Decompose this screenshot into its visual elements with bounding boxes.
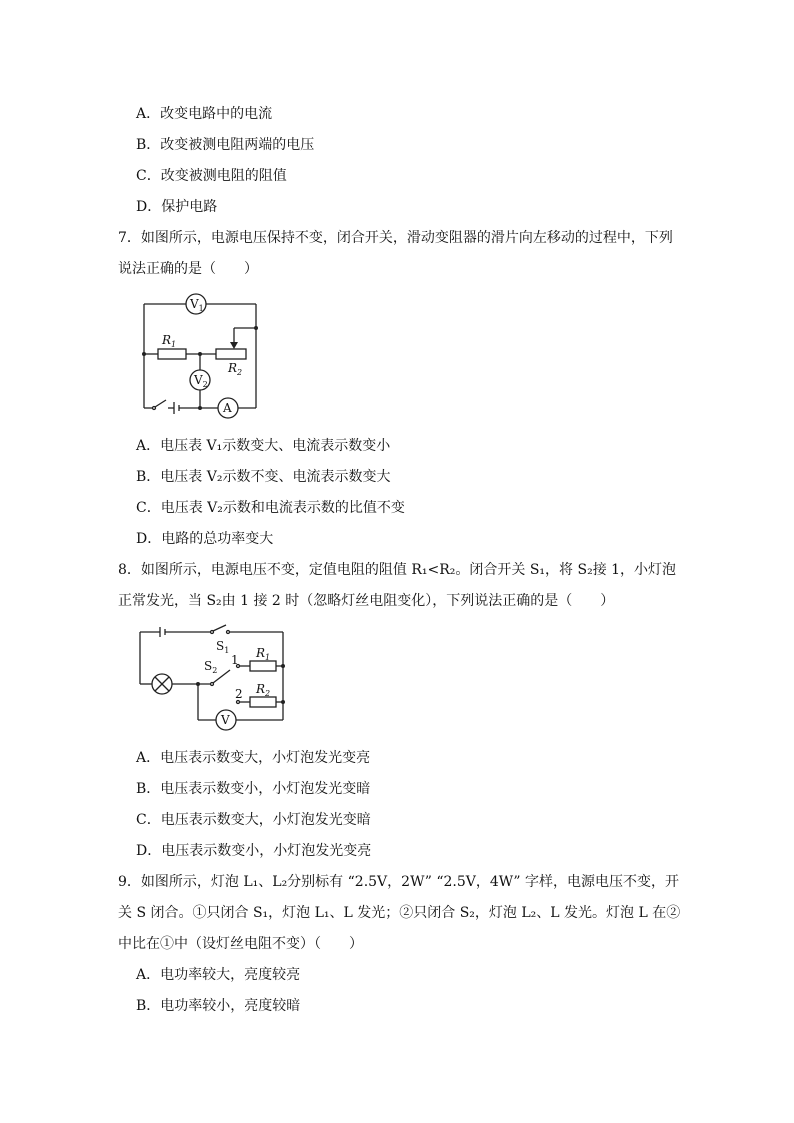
q7-option-d: D．电路的总功率变大	[136, 531, 274, 547]
q8-option-b: B．电压表示数变小，小灯泡发光变暗	[136, 781, 371, 797]
svg-text:R2: $R_2$	[228, 361, 243, 377]
svg-text:R1: $R_1$	[256, 646, 271, 662]
q9-stem-line1: 9．如图所示，灯泡 L₁、L₂分别标有 “2.5V，2W” “2.5V，4W” 字样，电源电压不变，开	[118, 874, 680, 890]
q6-option-a: A．改变电路中的电流	[136, 106, 273, 122]
q8-option-d: D．电压表示数变小，小灯泡发光变亮	[136, 843, 372, 859]
svg-text:2: 2	[235, 687, 243, 701]
resistor-r1-icon	[250, 661, 276, 671]
q7-option-c: C．电压表 V₂示数和电流表示数的比值不变	[136, 500, 405, 516]
svg-text:1: 1	[231, 653, 239, 667]
q8-option-c: C．电压表示数变大，小灯泡发光变暗	[136, 812, 371, 828]
switch-icon	[155, 400, 166, 407]
svg-text:S2: $S_2$	[204, 659, 218, 675]
switch-s1-icon	[213, 625, 226, 631]
q7-option-b: B．电压表 V₂示数不变、电流表示数变大	[136, 469, 391, 485]
svg-text:V1: $V_1$	[190, 297, 204, 313]
q9-option-a: A．电功率较大，亮度较亮	[136, 967, 301, 983]
q8-stem-line1: 8．如图所示，电源电压不变，定值电阻的阻值 R₁<R₂。闭合开关 S₁，将 S₂接 1，小灯泡	[118, 562, 677, 578]
svg-text:S1: $S_1$	[216, 639, 230, 655]
q9-stem-line3: 中比在①中（设灯丝电阻不变）（ ）	[118, 936, 363, 952]
q8-stem-line2: 正常发光，当 S₂由 1 接 2 时（忽略灯丝电阻变化），下列说法正确的是（ ）	[118, 593, 615, 609]
svg-text:V: V	[221, 713, 230, 727]
q6-option-b: B．改变被测电阻两端的电压	[136, 137, 315, 153]
svg-text:V2: $V_2$	[194, 373, 208, 389]
q6-option-c: C．改变被测电阻的阻值	[136, 168, 287, 184]
svg-text:R2: $R_2$	[256, 682, 271, 698]
q7-stem-line2: 说法正确的是（ ）	[118, 261, 258, 277]
q8-option-a: A．电压表示数变大，小灯泡发光变亮	[136, 750, 371, 766]
resistor-r2-icon	[250, 697, 276, 707]
q9-option-b: B．电功率较小，亮度较暗	[136, 998, 301, 1014]
svg-text:A: A	[223, 401, 232, 415]
q7-stem-line1: 7．如图所示，电源电压保持不变，闭合开关，滑动变阻器的滑片向左移动的过程中，下列	[118, 230, 673, 246]
q6-option-d: D．保护电路	[136, 199, 218, 215]
resistor-r1-icon	[158, 349, 186, 359]
q8-circuit-diagram	[138, 622, 293, 734]
svg-text:R1: $R_1$	[162, 333, 177, 349]
q9-stem-line2: 关 S 闭合。①只闭合 S₁，灯泡 L₁、L 发光；②只闭合 S₂，灯泡 L₂、L 发光。灯泡 L 在②	[118, 905, 681, 921]
rheostat-r2-icon	[216, 349, 246, 359]
q7-circuit-diagram	[138, 292, 268, 416]
q7-option-a: A．电压表 V₁示数变大、电流表示数变小	[136, 438, 391, 454]
